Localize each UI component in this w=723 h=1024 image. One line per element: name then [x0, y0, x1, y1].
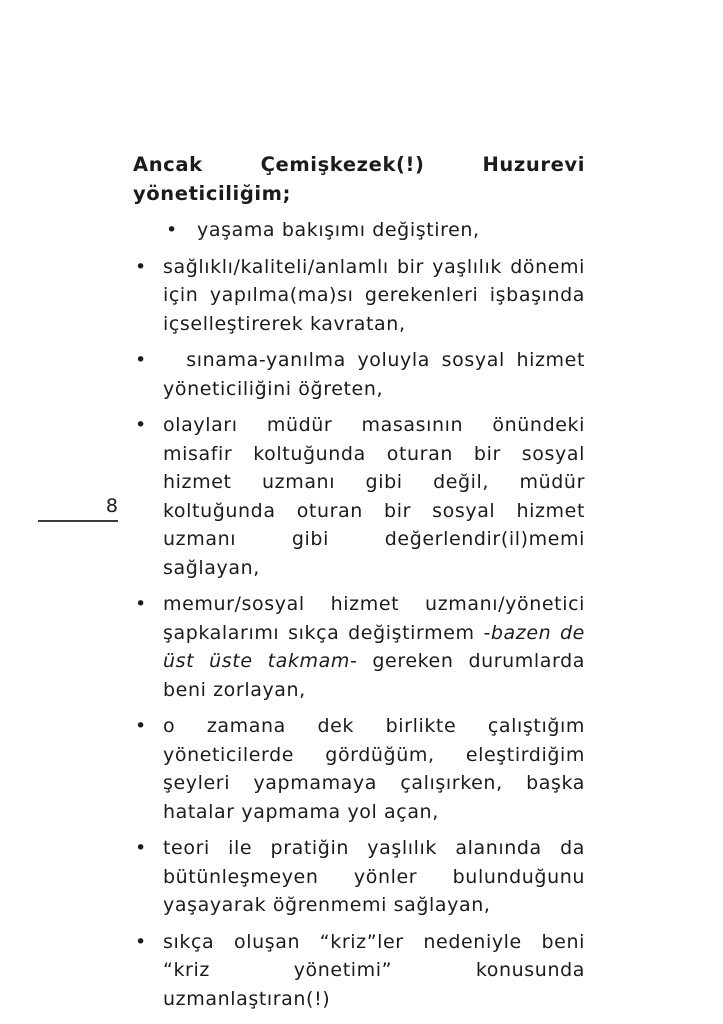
- list-item: [133, 590, 585, 704]
- bullet-icon: •: [166, 219, 178, 241]
- page-number: [38, 494, 118, 522]
- list-item: [133, 253, 585, 339]
- list-item-text-normal: memur/sosyal hizmet uzmanı/yönetici şapkalarımı sıkça değiştirmem: [163, 593, 585, 644]
- bullet-icon: •: [135, 930, 147, 953]
- section-heading: Ancak Çemişkezek(!) Huzurevi yöneticiliğim;: [133, 153, 585, 205]
- bullet-icon: •: [135, 349, 147, 371]
- list-item: [133, 928, 585, 1014]
- list-item-text-italic: -bazen de üst üste takmam-: [163, 621, 585, 672]
- list-item: [133, 834, 585, 920]
- list-item: [133, 712, 585, 826]
- list-item-text: o zamana dek birlikte çalıştığım yöneticilerde gördüğüm, eleştirdiğim şeyleri yapmamaya çalışırken, başka hatalar yapmama yol açan,: [163, 715, 585, 823]
- bullet-icon: •: [135, 414, 147, 436]
- list-item-text: yaşama bakışımı değiştiren,: [197, 219, 480, 241]
- list-item-text: olayları müdür masasının önündeki misafir koltuğunda oturan bir sosyal hizmet uzmanı gibi değil, müdür koltuğunda oturan bir sosyal hizmet uzmanı gibi değerlendir(il)memi sağlayan,: [163, 414, 585, 579]
- bullet-icon: •: [135, 837, 147, 859]
- page-number-value: 8: [105, 495, 118, 517]
- bullet-icon: •: [135, 255, 147, 278]
- list-item: [133, 216, 585, 245]
- list-item: [133, 346, 585, 403]
- list-item-text: teori ile pratiğin yaşlılık alanında da bütünleşmeyen yönler bulunduğunu yaşayarak öğrenmemi sağlayan,: [163, 837, 585, 916]
- list-item-text: sağlıklı/kaliteli/anlamlı bir yaşlılık dönemi için yapılma(ma)sı gerekenleri işbaşında içselleştirerek kavratan,: [163, 255, 585, 335]
- list-item-text: sınama-yanılma yoluyla sosyal hizmet yöneticiliğini öğreten,: [163, 349, 585, 400]
- list-item: [133, 411, 585, 582]
- list-item-text: [163, 593, 585, 701]
- list-item-text: sıkça oluşan “kriz”ler nedeniyle beni “kriz yönetimi” konusunda uzmanlaştıran(!): [163, 930, 585, 1010]
- bullet-icon: •: [135, 593, 147, 615]
- bullet-icon: •: [135, 715, 147, 737]
- list-item-text-normal: gereken durumlarda beni zorlayan,: [163, 650, 586, 701]
- page-content: [133, 151, 585, 1013]
